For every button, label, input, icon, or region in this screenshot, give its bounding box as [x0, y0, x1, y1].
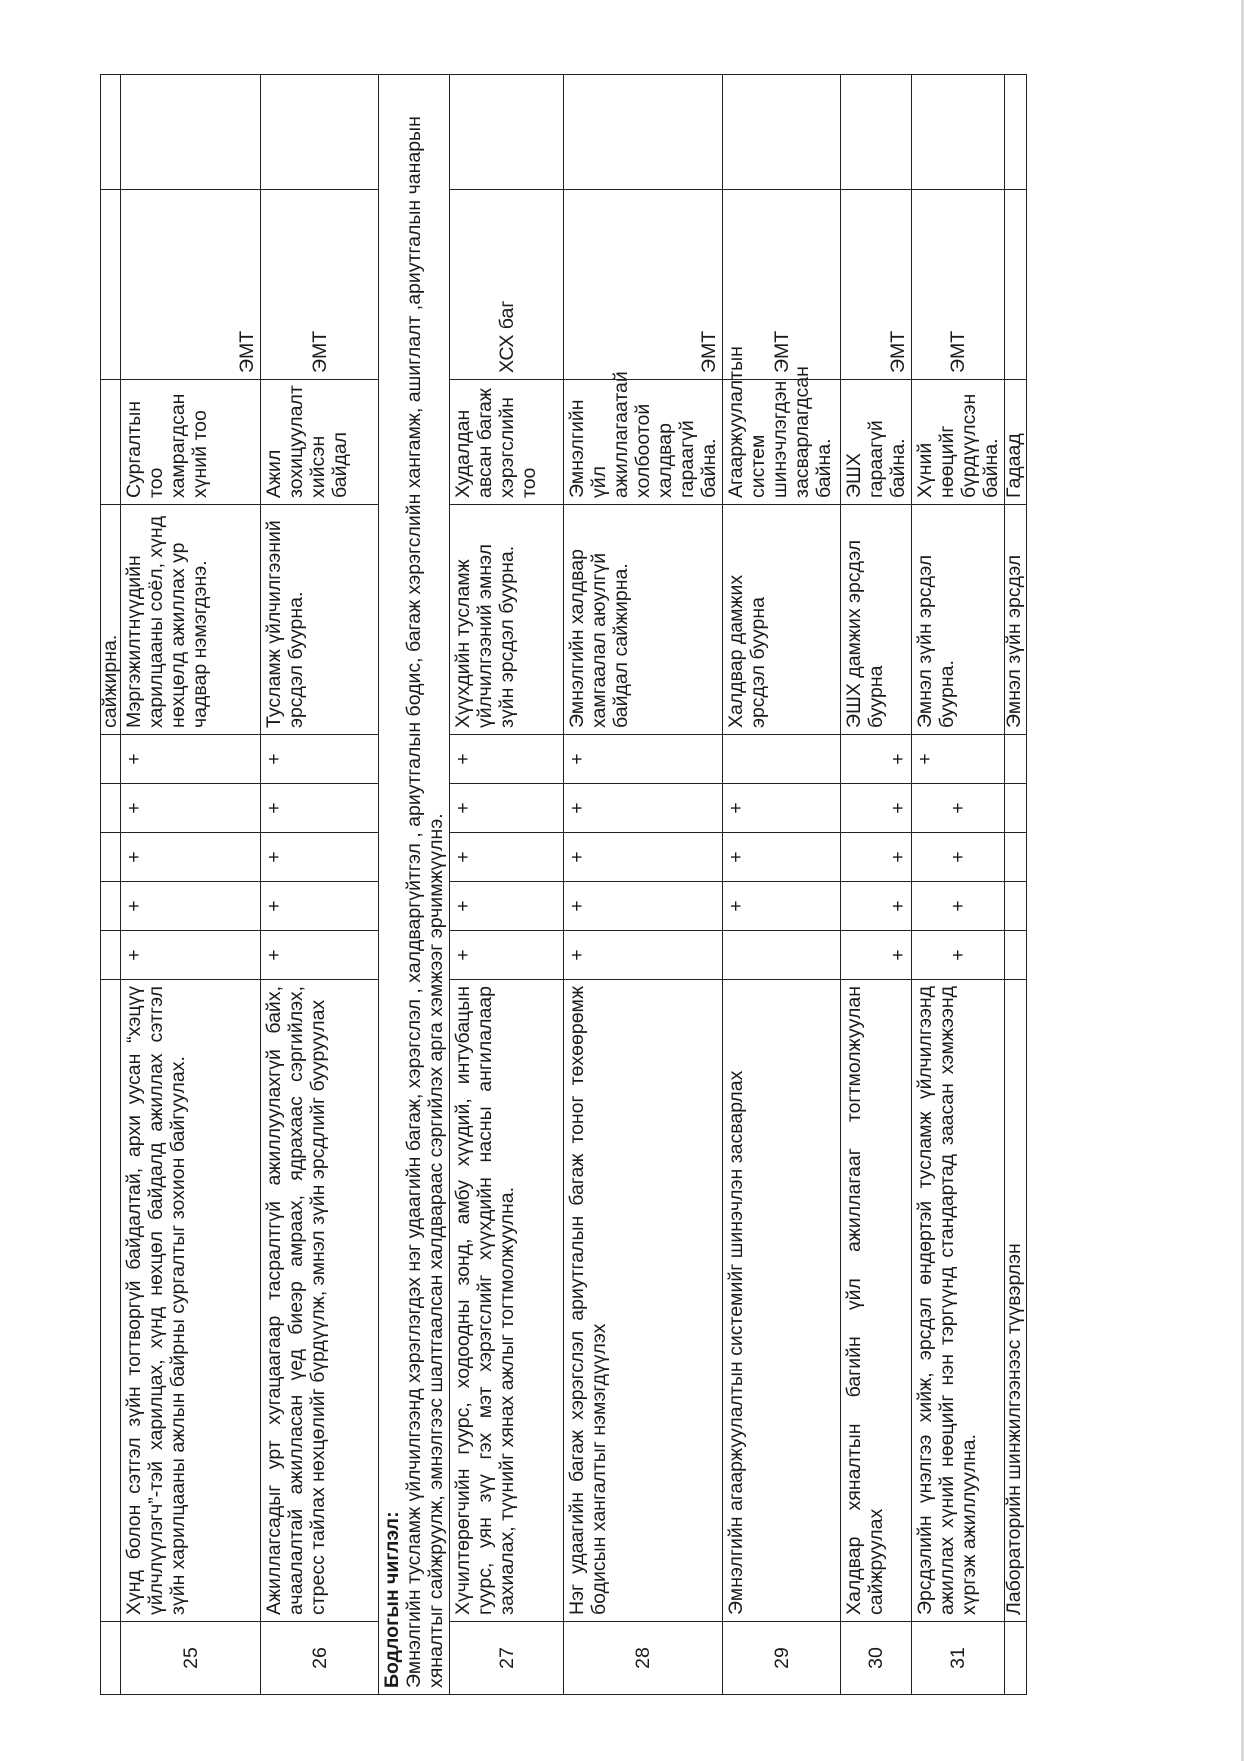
activity-text: Нэг удаагийн багаж хэрэгслэл ариутгалын багаж тоног төхөөрөмж бодисын хангалтыг нэмэгдүүлэх [564, 980, 723, 1622]
plus-mark: + [912, 784, 1005, 833]
responsible: ХСХ баг [450, 190, 564, 380]
plus-mark: + [912, 833, 1005, 882]
indicator: Худалдан авсан багаж хэрэгслийн тоо [450, 380, 564, 505]
plus-mark: + [841, 931, 912, 980]
plus-mark: + [121, 784, 261, 833]
note [450, 75, 564, 190]
plus-mark [1005, 931, 1027, 980]
plus-mark: + [841, 882, 912, 931]
indicator: Эмнэлгийн үйл ажиллагаатай холбоотой халдвар гараагүй байна. [564, 380, 723, 505]
note [261, 75, 379, 190]
expected-result: Халдвар дамжих эрсдэл буурна [723, 505, 841, 735]
indicator: Гадаад [1005, 380, 1027, 505]
cell-plus [101, 931, 121, 980]
plus-mark: + [912, 882, 1005, 931]
cell-result: сайжирна. [101, 505, 121, 735]
cell-note [101, 75, 121, 190]
plus-mark: + [564, 735, 723, 784]
indicator: ЭШХ гараагүй байна. [841, 380, 912, 505]
responsible [1005, 190, 1027, 380]
plus-mark: + [912, 735, 1005, 784]
plus-mark: + [261, 882, 379, 931]
plus-mark: + [121, 833, 261, 882]
plus-mark [723, 735, 841, 784]
note [723, 75, 841, 190]
note [564, 75, 723, 190]
activity-text: Ажиллагсадыг урт хугацаагаар тасралтгүй ажиллуулахгүй байх, ачаалалтай ажилласан үед биеэр амраах, ядрахаас сэргийлэх, стресс тайлах нөхцөлийг бүрдүүлж, эмнэл зүйн эрсдлийг бууруулах [261, 980, 379, 1622]
row-number: 30 [841, 1622, 912, 1695]
indicator: Ажил зохицуулалт хийсэн байдал [261, 380, 379, 505]
row-number: 29 [723, 1622, 841, 1695]
plus-mark: + [723, 833, 841, 882]
plus-mark: + [841, 784, 912, 833]
responsible: ЭМТ [564, 190, 723, 380]
action-plan-table [100, 74, 1027, 1695]
activity-text-span: Халдвар хяналтын багийн үйл ажиллагааг тогтмолжуулан сайжруулах [843, 986, 887, 1615]
plus-mark: + [121, 882, 261, 931]
plus-mark: + [723, 882, 841, 931]
plus-mark [1005, 833, 1027, 882]
cell-plus [101, 833, 121, 882]
responsible: ЭМТ [723, 190, 841, 380]
row-number: 25 [121, 1622, 261, 1695]
cell-plus [101, 735, 121, 784]
plus-mark: + [450, 931, 564, 980]
expected-result: Тусламж үйлчилгээний эрсдэл буурна. [261, 505, 379, 735]
plus-mark: + [841, 833, 912, 882]
responsible: ЭМТ [121, 190, 261, 380]
plus-mark: + [261, 931, 379, 980]
cell-plus [101, 784, 121, 833]
activity-text: Хүнд болон сэтгэл зүйн тогтворгүй байдалтай, архи уусан “хэцүү үйлчлүүлэгч”-тэй харилцах, хүнд нөхцөл байдалд ажиллах сэтгэл зүйн харилцааны ажлын байрны сургалтыг зохион байгуулах. [121, 980, 261, 1622]
plus-mark: + [564, 931, 723, 980]
responsible: ЭМТ [261, 190, 379, 380]
cell-no [101, 1622, 121, 1695]
plus-mark [1005, 784, 1027, 833]
plus-mark: + [450, 784, 564, 833]
plus-mark: + [564, 784, 723, 833]
expected-result: ЭШХ дамжих эрсдэл буурна [841, 505, 912, 735]
table-row-continuation [101, 75, 121, 1695]
note [841, 75, 912, 190]
activity-text: Хүчилтөрөгчийн гуурс, ходоодны зонд, амбу хүүдий, интубацын гуурс, уян зүү гэх мэт хэрэгслийг хүүхдийн насны ангилалаар захиалах, түүнийг хянах ажлыг тогтмолжуулна. [450, 980, 564, 1622]
row-number: 31 [912, 1622, 1005, 1695]
plus-mark: + [723, 784, 841, 833]
expected-result: Хүүхдийн тусламж үйлчилгээний эмнэл зүйн эрсдэл буурна. [450, 505, 564, 735]
expected-result: Мэргэжилтнүүдийн харилцааны соёл, хүнд нөхцөлд ажиллах ур чадвар нэмэгдэнэ. [121, 505, 261, 735]
row-number: 26 [261, 1622, 379, 1695]
table-row [841, 75, 912, 1695]
plus-mark [1005, 735, 1027, 784]
expected-result: Эмнэл зүйн эрсдэл [1005, 505, 1027, 735]
indicator: Сургалтын тоо хамрагдсан хүний тоо [121, 380, 261, 505]
policy-direction-row [379, 75, 450, 1695]
cell-indicator [101, 380, 121, 505]
cell-responsible [101, 190, 121, 380]
row-number: 28 [564, 1622, 723, 1695]
table-row [912, 75, 1005, 1695]
plus-mark: + [261, 784, 379, 833]
indicator: Агааржуулалтын систем шинэчлэгдэн засварлагдсан байна. [723, 380, 841, 505]
row-number: 27 [450, 1622, 564, 1695]
table-row [261, 75, 379, 1695]
note [121, 75, 261, 190]
plus-mark: + [261, 833, 379, 882]
policy-title: Бодлогын чиглэл: [381, 1511, 403, 1688]
plus-mark [723, 931, 841, 980]
activity-text [841, 980, 912, 1622]
plus-mark: + [121, 735, 261, 784]
plus-mark: + [450, 833, 564, 882]
table-row-partial [1005, 75, 1027, 1695]
activity-text: Лабораторийн шинжилгээнээс түүвэрлэн [1005, 980, 1027, 1622]
plus-mark: + [564, 882, 723, 931]
activity-text: Эрсдэлийн үнэлгээ хийж, эрсдэл өндөртэй тусламж үйлчилгээнд ажиллах хүний нөөцийг нэн тэргүүнд стандартад заасан хэмжээнд хүргэж ажиллуулна. [912, 980, 1005, 1622]
table-row [121, 75, 261, 1695]
cell-activity [101, 980, 121, 1622]
table-row [723, 75, 841, 1695]
policy-direction [379, 75, 450, 1695]
responsible: ЭМТ [912, 190, 1005, 380]
responsible: ЭМТ [841, 190, 912, 380]
expected-result: Эмнэлгийн халдвар хамгаалал аюулгүй байдал сайжирна. [564, 505, 723, 735]
plus-mark: + [564, 833, 723, 882]
plus-mark: + [450, 882, 564, 931]
table-row [450, 75, 564, 1695]
policy-text: Эмнэлгийн тусламж үйлчилгээнд хэрэглэгдэх нэг удаагийн багаж, хэрэгслэл , халдваргүйтгэл , ариутгалын бодис, багаж хэрэгслийн хангамж, ашиглалт ,ариутгалын чанарын хяналтыг сайжруулж, эмнэлгээс шалтгаалсан халдвараас сэргийлэх арга хэмжээг эрчимжүүлнэ. [403, 116, 447, 1688]
table-row [564, 75, 723, 1695]
expected-result: Эмнэл зүйн эрсдэл буурна. [912, 505, 1005, 735]
plus-mark: + [912, 931, 1005, 980]
plus-mark: + [121, 931, 261, 980]
note [912, 75, 1005, 190]
plus-mark: + [261, 735, 379, 784]
plus-mark: + [841, 735, 912, 784]
cell-plus [101, 882, 121, 931]
note [1005, 75, 1027, 190]
row-number [1005, 1622, 1027, 1695]
plus-mark [1005, 882, 1027, 931]
indicator: Хүний нөөцийг бүрдүүлсэн байна. [912, 380, 1005, 505]
activity-text: Эмнэлгийн агааржуулалтын системийг шинэчлэн засварлах [723, 980, 841, 1622]
plus-mark: + [450, 735, 564, 784]
